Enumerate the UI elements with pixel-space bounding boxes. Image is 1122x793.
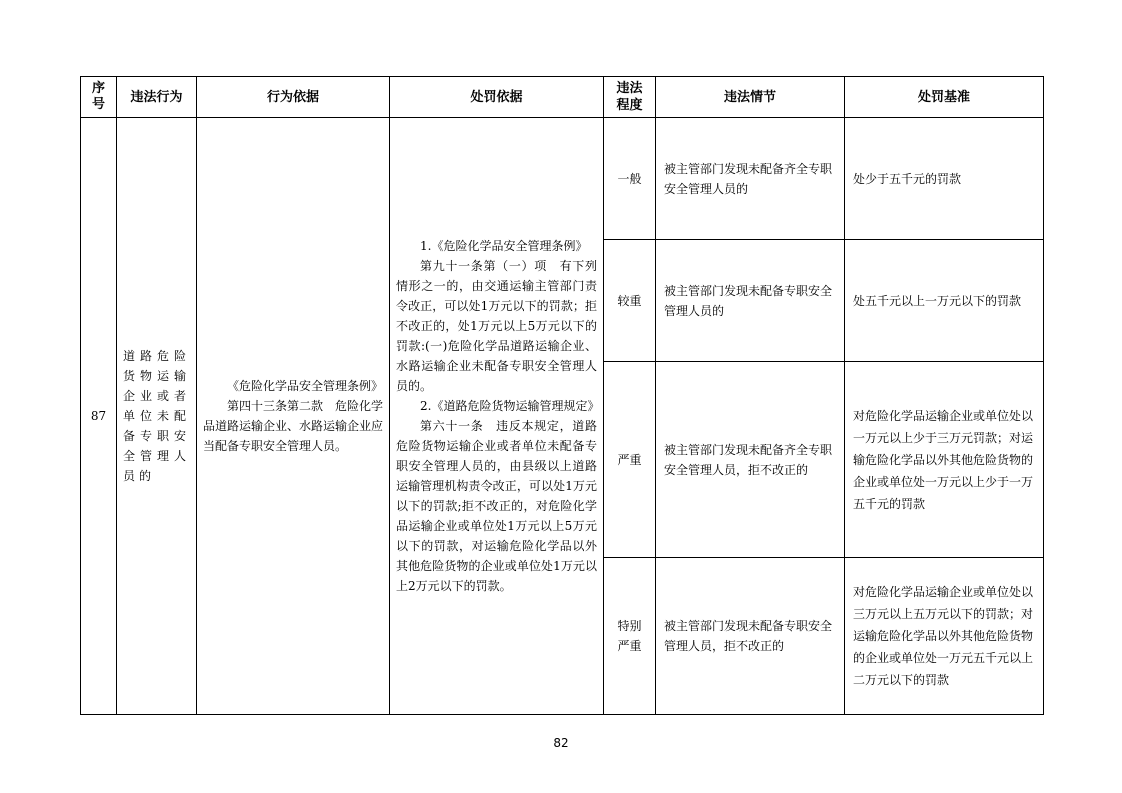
level-standard: 处少于五千元的罚款 — [845, 118, 1044, 240]
header-penalty-basis: 处罚依据 — [390, 77, 604, 118]
header-standard: 处罚基准 — [845, 77, 1044, 118]
penalty-basis-p2: 第九十一条第（一）项 有下列情形之一的，由交通运输主管部门责令改正，可以处1万元以下的罚款；拒不改正的，处1万元以上5万元以下的罚款:(一)危险化学品道路运输企业、水路运输企业未配备专职安全管理人员的。 — [396, 259, 597, 393]
header-row — [81, 77, 1044, 118]
level-degree: 特别严重 — [604, 558, 656, 715]
row-behavior: 道路危险货物运输企业或者单位未配备专职安全管理人员的 — [117, 118, 197, 715]
behavior-basis-title: 《危险化学品安全管理条例》 — [227, 379, 384, 393]
level-degree: 较重 — [604, 240, 656, 362]
level-standard: 处五千元以上一万元以下的罚款 — [845, 240, 1044, 362]
penalty-standard-table — [80, 76, 1044, 715]
row-seq: 87 — [81, 118, 117, 715]
penalty-basis-p1: 1.《危险化学品安全管理条例》 — [420, 239, 588, 253]
level-standard: 对危险化学品运输企业或单位处以三万元以上五万元以下的罚款；对运输危险化学品以外其他危险货物的企业或单位处一万元五千元以上二万元以下的罚款 — [845, 558, 1044, 715]
level-circumstance: 被主管部门发现未配备专职安全管理人员的 — [656, 240, 845, 362]
row-behavior-basis — [197, 118, 390, 715]
header-degree: 违法程度 — [604, 77, 656, 118]
level-degree: 一般 — [604, 118, 656, 240]
row-penalty-basis — [390, 118, 604, 715]
level-circumstance: 被主管部门发现未配备专职安全管理人员，拒不改正的 — [656, 558, 845, 715]
level-standard: 对危险化学品运输企业或单位处以一万元以上少于三万元罚款；对运输危险化学品以外其他危险货物的企业或单位处一万元以上少于一万五千元的罚款 — [845, 362, 1044, 558]
table-row — [81, 118, 1044, 240]
level-circumstance: 被主管部门发现未配备齐全专职安全管理人员的 — [656, 118, 845, 240]
header-behavior: 违法行为 — [117, 77, 197, 118]
header-behavior-basis: 行为依据 — [197, 77, 390, 118]
header-circumstance: 违法情节 — [656, 77, 845, 118]
penalty-basis-p3: 2.《道路危险货物运输管理规定》 — [420, 399, 600, 413]
penalty-basis-p4: 第六十一条 违反本规定，道路危险货物运输企业或者单位未配备专职安全管理人员的，由县级以上道路运输管理机构责令改正，可以处1万元以下的罚款;拒不改正的，对危险化学品运输企业或单位处1万元以上5万元以下的罚款，对运输危险化学品以外其他危险货物的企业或单位处1万元以上2万元以下的罚款。 — [396, 419, 597, 593]
level-circumstance: 被主管部门发现未配备齐全专职安全管理人员，拒不改正的 — [656, 362, 845, 558]
header-seq: 序号 — [81, 77, 117, 118]
level-degree: 严重 — [604, 362, 656, 558]
behavior-basis-clause: 第四十三条第二款 危险化学品道路运输企业、水路运输企业应当配备专职安全管理人员。 — [203, 399, 384, 453]
page-number: 82 — [553, 736, 569, 750]
